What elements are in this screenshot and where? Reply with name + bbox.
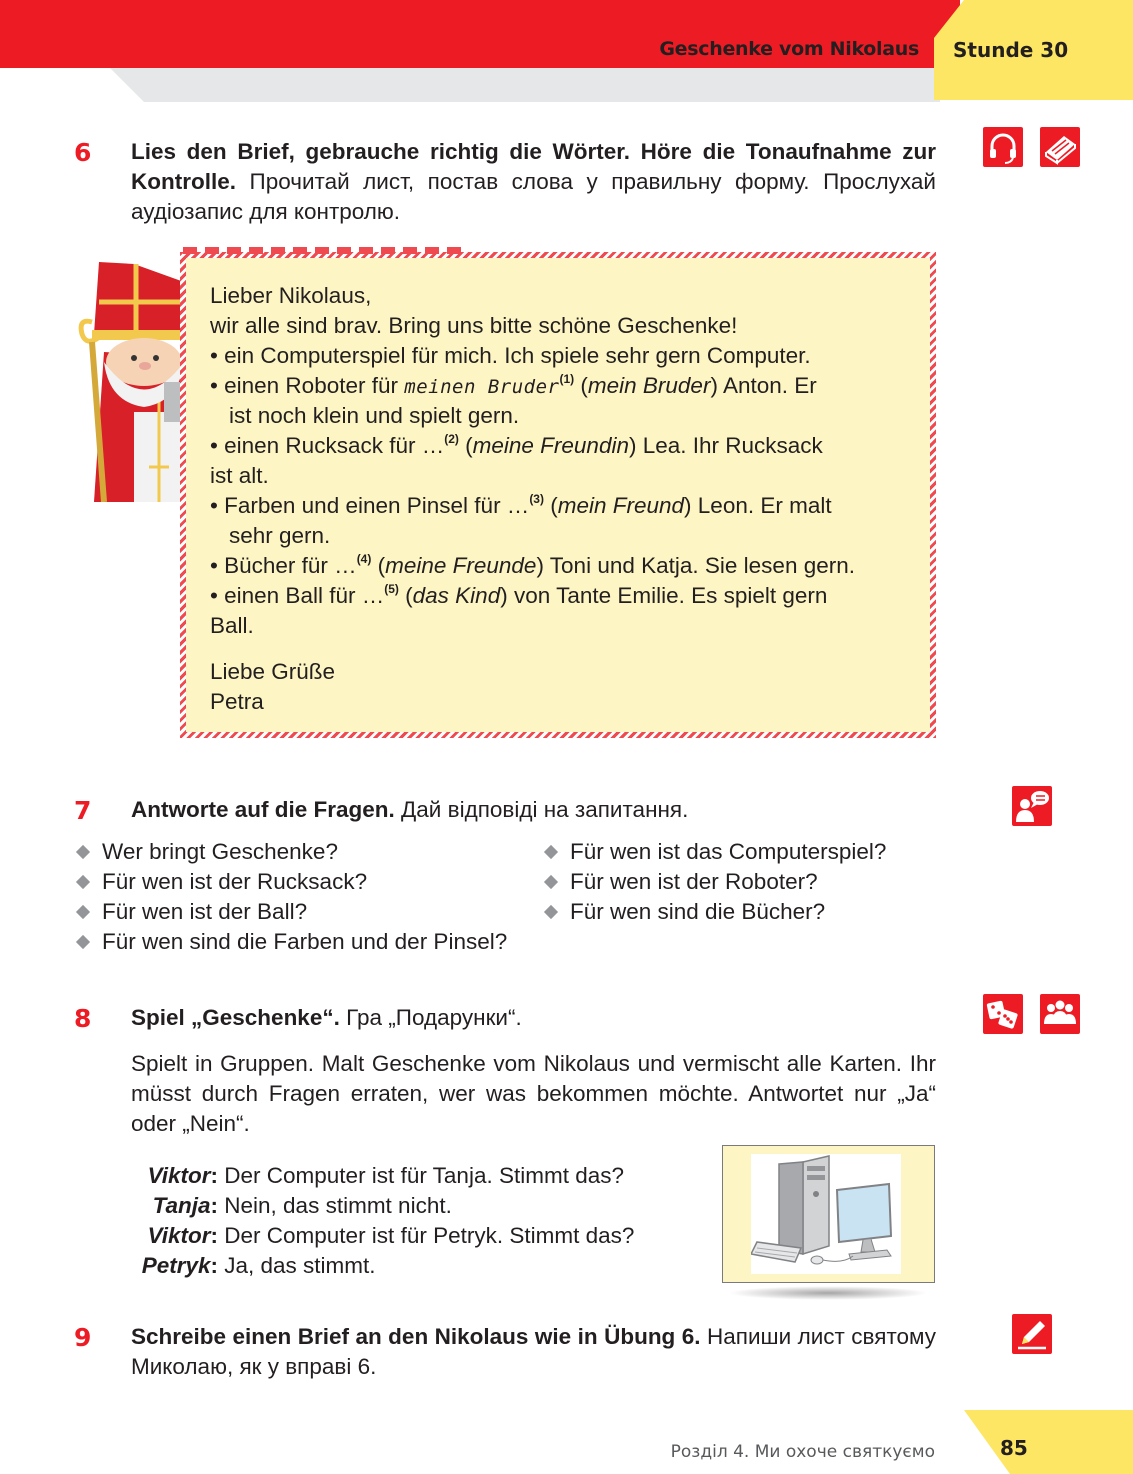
letter-item-5: • Bücher für …$^{(4)}$ (meine Freunde) Toni und Katja. Sie lesen gern. <box>210 552 855 578</box>
question-text: Für wen ist das Computerspiel? <box>570 839 887 864</box>
task-7-instruction <box>131 795 936 825</box>
task-9-number: 9 <box>74 1323 92 1352</box>
task-8-body: Spielt in Gruppen. Malt Geschenke vom Nikolaus und vermischt alle Karten. Ihr müsst durch Fragen erraten, wer was bekommen möchte. Antwortet nur „Ja“ oder „Nein“. <box>131 1051 936 1136</box>
question-1 <box>74 837 338 867</box>
nikolaus-illustration <box>74 262 190 502</box>
letter-item-6-start: • einen Ball für … <box>210 583 385 608</box>
letter-item-4: • Farben und einen Pinsel für …$^{(3)}$ (mein Freund) Leon. Er malt <box>210 492 832 518</box>
letter-item-4-start: • Farben und einen Pinsel für … <box>210 493 530 518</box>
task-8-instruction-uk: Гра „Подарунки“. <box>346 1005 522 1030</box>
letter-item-4-end: ) Leon. Er malt <box>684 493 832 518</box>
dialogue-line-3 <box>131 1221 634 1251</box>
dialogue-speaker-name: Petryk <box>141 1253 211 1278</box>
dice-icon <box>983 994 1023 1034</box>
bullet-diamond-icon <box>544 844 558 858</box>
bullet-diamond-icon <box>76 934 90 948</box>
computer-picture-card <box>722 1145 935 1283</box>
letter-item-2-answer: meinen Bruder <box>404 376 560 398</box>
task-6-number: 6 <box>74 138 92 167</box>
question-5 <box>74 897 307 927</box>
dialogue-text: Der Computer ist für Petryk. Stimmt das? <box>224 1223 635 1248</box>
question-text: Für wen ist der Ball? <box>102 899 308 924</box>
question-text: Für wen sind die Bücher? <box>570 899 826 924</box>
question-3 <box>74 867 367 897</box>
dialogue-line-1 <box>131 1161 624 1191</box>
question-text: Für wen sind die Farben und der Pinsel? <box>102 929 508 954</box>
letter-item-4-continued: sehr gern. <box>229 523 331 548</box>
letter-closing: Liebe Grüße <box>210 659 336 684</box>
dialogue-text: Der Computer ist für Tanja. Stimmt das? <box>224 1163 624 1188</box>
footer-yellow-tab <box>940 1410 1133 1474</box>
bullet-diamond-icon <box>76 904 90 918</box>
letter-line-1: wir alle sind brav. Bring uns bitte schöne Geschenke! <box>210 313 738 338</box>
bullet-diamond-icon <box>544 904 558 918</box>
dialogue-text: Nein, das stimmt nicht. <box>224 1193 452 1218</box>
dialogue-speaker: Petryk: <box>141 1253 218 1278</box>
question-text: Für wen ist der Rucksack? <box>102 869 368 894</box>
task-7-instruction-uk: Дай відповіді на запитання. <box>401 797 689 822</box>
letter-item-3-start: • einen Rucksack für … <box>210 433 445 458</box>
group-icon <box>1040 994 1080 1034</box>
task-6-instruction-uk: Прочитай лист, постав слова у правильну форму. Прослухай аудіозапис для контролю. <box>131 169 936 224</box>
bullet-diamond-icon <box>76 844 90 858</box>
dialogue-line-4 <box>131 1251 376 1281</box>
letter-item-6-gap: (5) <box>384 582 399 596</box>
dialogue-text: Ja, das stimmt. <box>224 1253 376 1278</box>
dialogue-speaker: Tanja: <box>152 1193 218 1218</box>
task-6-instruction-de: Lies den Brief, gebrauche richtig die Wörter. Höre die Tonaufnahme zur Kontrolle. <box>131 139 936 194</box>
header-lesson: Stunde 30 <box>953 38 1069 62</box>
letter-item-4-gap: (3) <box>529 492 544 506</box>
task-8-number: 8 <box>74 1004 92 1033</box>
letter-item-6-hint: das Kind <box>412 583 501 608</box>
header-topic: Geschenke vom Nikolaus <box>659 38 919 60</box>
task-9-instruction-uk: Напиши лист святому Миколаю, як у вправі 6. <box>131 1324 936 1379</box>
question-text: Wer bringt Geschenke? <box>102 839 338 864</box>
dialogue-speaker: Viktor: <box>147 1163 218 1188</box>
bullet-diamond-icon <box>76 874 90 888</box>
task-8-instruction <box>131 1003 936 1033</box>
letter-item-2-continued: ist noch klein und spielt gern. <box>229 403 520 428</box>
computer-illustration <box>751 1154 901 1274</box>
bullet-diamond-icon <box>544 874 558 888</box>
letter-item-5-start: • Bücher für … <box>210 553 357 578</box>
letter-item-3: • einen Rucksack für …$^{(2)}$ (meine Freundin) Lea. Ihr Rucksack <box>210 432 823 458</box>
letter-item-1: • ein Computerspiel für mich. Ich spiele sehr gern Computer. <box>210 343 811 368</box>
task-8-instruction-de: Spiel „Geschenke“. <box>131 1005 340 1030</box>
question-2 <box>542 837 886 867</box>
letter-item-5-gap: (4) <box>356 552 372 566</box>
picture-shadow <box>728 1286 928 1300</box>
dialogue-speaker-name: Viktor <box>147 1223 211 1248</box>
letter-item-6: • einen Ball für …$^{(5)}$ (das Kind) von Tante Emilie. Es spielt gern <box>210 582 828 608</box>
question-text: Für wen ist der Roboter? <box>570 869 818 894</box>
dialogue-line-2 <box>131 1191 452 1221</box>
letter-item-3-end: ) Lea. Ihr Rucksack <box>628 433 823 458</box>
footer-chapter: Розділ 4. Ми охоче святкуємо <box>670 1442 935 1462</box>
letter-item-3-hint: meine Freundin <box>472 433 629 458</box>
header-gray-band <box>110 68 940 102</box>
dialogue-speaker: Viktor: <box>147 1223 218 1248</box>
question-4 <box>542 867 818 897</box>
page-number: 85 <box>1000 1436 1028 1460</box>
letter-item-2: • einen Roboter für meinen Bruder$^{(1)}$ (mein Bruder) Anton. Er <box>210 372 817 398</box>
letter-item-2-hint: mein Bruder <box>587 373 711 398</box>
letter-signature: Petra <box>210 689 264 714</box>
letter-item-6-end: ) von Tante Emilie. Es spielt gern <box>500 583 828 608</box>
letter-item-2-start: • einen Roboter für <box>210 373 405 398</box>
speaking-person-icon <box>1012 786 1052 826</box>
letter-item-2-gap: (1) <box>559 372 575 386</box>
task-7-instruction-de: Antworte auf die Fragen. <box>131 797 395 822</box>
letter-item-3-gap: (2) <box>444 432 459 446</box>
task-9-instruction <box>131 1322 936 1382</box>
task-7-number: 7 <box>74 796 92 825</box>
task-9-instruction-de: Schreibe einen Brief an den Nikolaus wie in Übung 6. <box>131 1324 701 1349</box>
dialogue-speaker-name: Tanja <box>152 1193 211 1218</box>
letter-top-decoration <box>183 247 468 254</box>
letter-item-6-continued: Ball. <box>210 613 254 638</box>
letter-item-5-end: ) Toni und Katja. Sie lesen gern. <box>536 553 855 578</box>
letter-item-3-continued: ist alt. <box>210 463 269 488</box>
letter-item-5-hint: meine Freunde <box>385 553 537 578</box>
letter-item-4-hint: mein Freund <box>557 493 685 518</box>
pencil-icon <box>1012 1314 1052 1354</box>
dialogue-speaker-name: Viktor <box>147 1163 211 1188</box>
letter-greeting: Lieber Nikolaus, <box>210 283 372 308</box>
letter-item-2-end: ) Anton. Er <box>710 373 817 398</box>
task-6-instruction <box>131 137 936 227</box>
headphones-icon <box>983 127 1023 167</box>
question-6 <box>542 897 825 927</box>
question-7 <box>74 927 507 957</box>
book-icon <box>1040 127 1080 167</box>
